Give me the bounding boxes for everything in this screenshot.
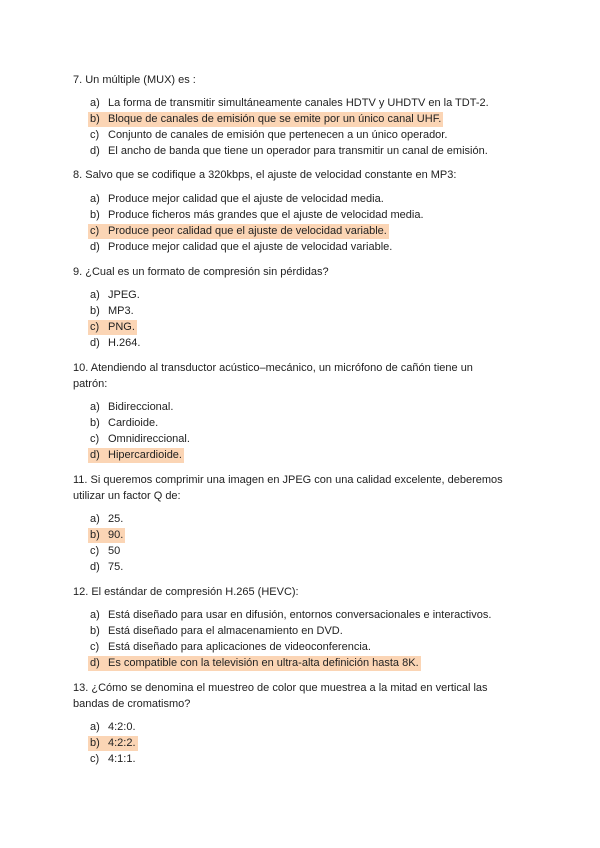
option-text: Produce mejor calidad que el ajuste de velocidad media. <box>108 193 384 205</box>
option-9a <box>90 288 140 303</box>
option-letter: c) <box>90 321 100 333</box>
option-11a <box>90 512 123 527</box>
option-text: MP3. <box>108 305 134 317</box>
option-13b-highlighted <box>88 736 138 751</box>
question-12 <box>73 584 533 600</box>
option-letter: a) <box>90 289 100 301</box>
option-text: 4:2:2. <box>108 737 136 749</box>
option-13a <box>90 720 136 735</box>
option-11d <box>90 560 123 575</box>
option-9c-highlighted <box>88 320 137 335</box>
option-letter: a) <box>90 513 100 525</box>
option-text: 4:2:0. <box>108 721 136 733</box>
question-text: patrón: <box>73 378 108 390</box>
option-text: 75. <box>108 561 124 573</box>
option-letter: d) <box>90 337 100 349</box>
option-10d-highlighted <box>88 448 184 463</box>
option-text: Bloque de canales de emisión que se emite por un único canal UHF. <box>108 113 442 125</box>
option-letter: b) <box>90 113 100 125</box>
question-10 <box>73 360 533 392</box>
option-text: El ancho de banda que tiene un operador para transmitir un canal de emisión. <box>108 145 488 157</box>
option-7b-highlighted <box>88 112 443 127</box>
option-letter: a) <box>90 193 100 205</box>
option-text: Es compatible con la televisión en ultra-alta definición hasta 8K. <box>108 657 419 669</box>
option-text: Bidireccional. <box>108 401 174 413</box>
option-letter: a) <box>90 97 100 109</box>
option-13c <box>90 752 136 767</box>
question-text: bandas de cromatismo? <box>73 698 191 710</box>
option-10c <box>90 432 190 447</box>
option-text: Conjunto de canales de emisión que pertenecen a un único operador. <box>108 129 448 141</box>
question-8 <box>73 167 533 183</box>
option-text: Omnidireccional. <box>108 433 190 445</box>
option-12b <box>90 624 343 639</box>
option-letter: b) <box>90 417 100 429</box>
option-text: 4:1:1. <box>108 753 136 765</box>
option-text: La forma de transmitir simultáneamente canales HDTV y UHDTV en la TDT-2. <box>108 97 489 109</box>
question-11 <box>73 472 533 504</box>
option-7c <box>90 128 447 143</box>
option-letter: c) <box>90 545 100 557</box>
option-text: Está diseñado para el almacenamiento en DVD. <box>108 625 343 637</box>
option-text: Cardioide. <box>108 417 159 429</box>
option-12c <box>90 640 371 655</box>
question-text: 10. Atendiendo al transductor acústico–mecánico, un micrófono de cañón tiene un <box>73 362 473 374</box>
option-text: Produce ficheros más grandes que el ajuste de velocidad media. <box>108 209 424 221</box>
option-7a <box>90 96 489 111</box>
question-text: 11. Si queremos comprimir una imagen en JPEG con una calidad excelente, deberemos <box>73 474 503 486</box>
option-text: H.264. <box>108 337 141 349</box>
option-letter: b) <box>90 625 100 637</box>
option-10b <box>90 416 158 431</box>
option-letter: a) <box>90 609 100 621</box>
question-text: 9. ¿Cual es un formato de compresión sin pérdidas? <box>73 266 329 278</box>
option-text: Está diseñado para usar en difusión, entornos conversacionales e interactivos. <box>108 609 492 621</box>
option-12d-highlighted <box>88 656 421 671</box>
option-letter: b) <box>90 737 100 749</box>
question-text: utilizar un factor Q de: <box>73 490 181 502</box>
option-letter: d) <box>90 145 100 157</box>
question-text: 12. El estándar de compresión H.265 (HEVC): <box>73 586 299 598</box>
option-letter: b) <box>90 209 100 221</box>
option-12a <box>90 608 491 623</box>
option-letter: d) <box>90 241 100 253</box>
option-text: Hipercardioide. <box>108 449 182 461</box>
option-text: PNG. <box>108 321 135 333</box>
option-letter: d) <box>90 657 100 669</box>
option-9d <box>90 336 140 351</box>
question-text: 8. Salvo que se codifique a 320kbps, el ajuste de velocidad constante en MP3: <box>73 169 457 181</box>
option-text: 25. <box>108 513 124 525</box>
question-13 <box>73 680 533 712</box>
option-letter: c) <box>90 753 100 765</box>
option-10a <box>90 400 173 415</box>
option-text: 90. <box>108 529 124 541</box>
option-letter: d) <box>90 561 100 573</box>
option-letter: b) <box>90 305 100 317</box>
question-7 <box>73 72 533 88</box>
option-11c <box>90 544 120 559</box>
option-letter: c) <box>90 641 100 653</box>
option-text: Produce peor calidad que el ajuste de velocidad variable. <box>108 225 387 237</box>
option-8a <box>90 192 384 207</box>
question-text: 7. Un múltiple (MUX) es : <box>73 74 196 86</box>
option-8b <box>90 208 424 223</box>
option-letter: c) <box>90 225 100 237</box>
option-8d <box>90 240 392 255</box>
option-letter: a) <box>90 721 100 733</box>
option-letter: b) <box>90 529 100 541</box>
option-letter: d) <box>90 449 100 461</box>
option-11b-highlighted <box>88 528 125 543</box>
option-text: 50 <box>108 545 121 557</box>
option-9b <box>90 304 134 319</box>
option-text: Está diseñado para aplicaciones de videoconferencia. <box>108 641 371 653</box>
option-7d <box>90 144 488 159</box>
option-8c-highlighted <box>88 224 389 239</box>
option-letter: c) <box>90 129 100 141</box>
question-9 <box>73 264 533 280</box>
option-letter: c) <box>90 433 100 445</box>
option-letter: a) <box>90 401 100 413</box>
option-text: Produce mejor calidad que el ajuste de velocidad variable. <box>108 241 393 253</box>
question-text: 13. ¿Cómo se denomina el muestreo de color que muestrea a la mitad en vertical las <box>73 682 488 694</box>
option-text: JPEG. <box>108 289 140 301</box>
